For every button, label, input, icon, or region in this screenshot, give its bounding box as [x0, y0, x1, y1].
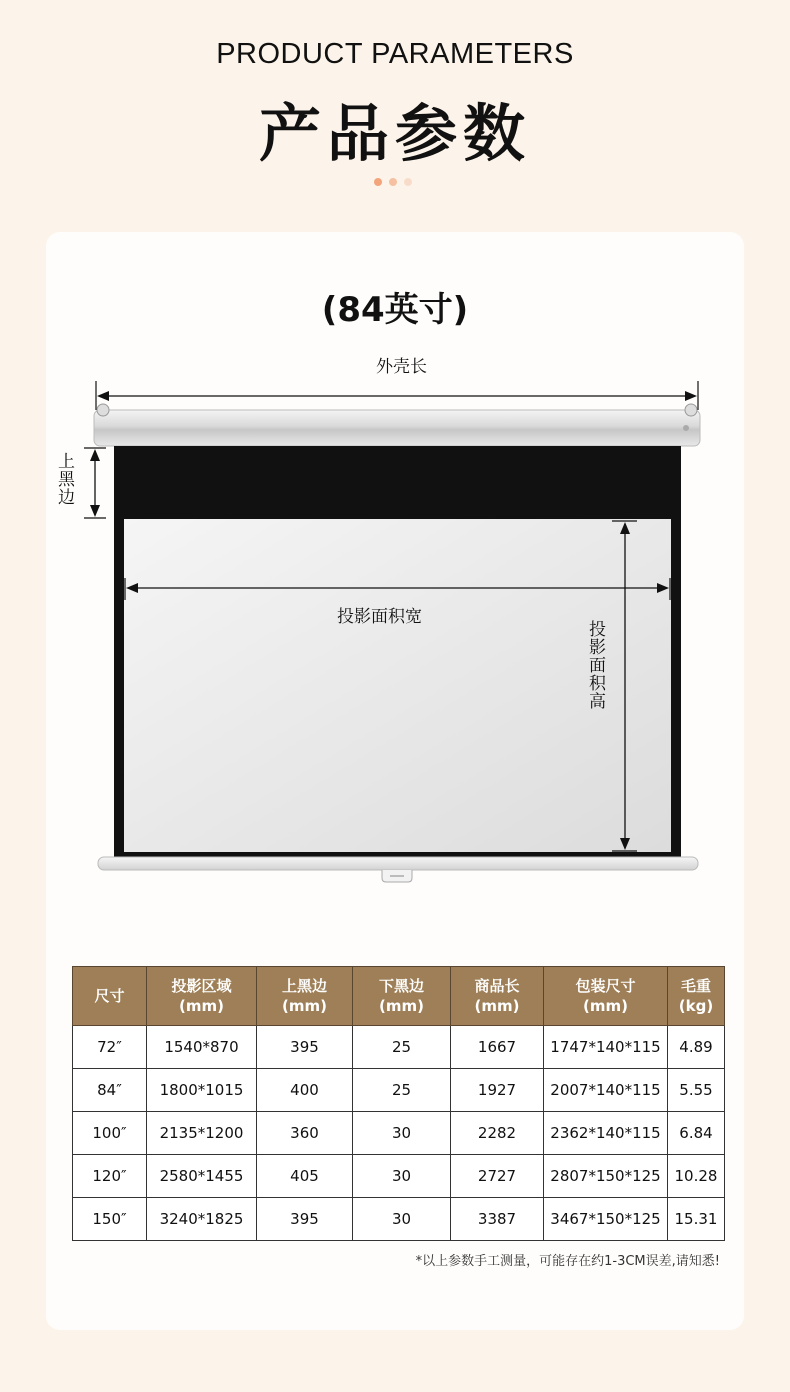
- cell-package-size: 2007*140*115: [544, 1069, 668, 1112]
- cell-projection-area: 2580*1455: [147, 1155, 257, 1198]
- spec-table: [72, 966, 725, 1241]
- table-row: [73, 1198, 725, 1241]
- cell-package-size: 2807*150*125: [544, 1155, 668, 1198]
- header-size: 尺寸: [73, 967, 147, 1026]
- table-header-row: [73, 967, 725, 1026]
- header-product-length: 商品长 (mm): [451, 967, 544, 1026]
- cell-size: 120″: [73, 1155, 147, 1198]
- cell-gross-weight: 10.28: [668, 1155, 725, 1198]
- cell-size: 150″: [73, 1198, 147, 1241]
- cell-product-length: 2282: [451, 1112, 544, 1155]
- bottom-bar: [98, 857, 698, 882]
- size-title: (84英寸): [321, 290, 469, 330]
- cell-top-border: 400: [257, 1069, 353, 1112]
- cell-package-size: 1747*140*115: [544, 1026, 668, 1069]
- cell-package-size: 2362*140*115: [544, 1112, 668, 1155]
- page-title-en: PRODUCT PARAMETERS: [216, 38, 574, 70]
- table-row: [73, 1155, 725, 1198]
- cell-gross-weight: 5.55: [668, 1069, 725, 1112]
- cell-size: 72″: [73, 1026, 147, 1069]
- cell-gross-weight: 6.84: [668, 1112, 725, 1155]
- cell-top-border: 360: [257, 1112, 353, 1155]
- cell-projection-area: 1800*1015: [147, 1069, 257, 1112]
- cell-gross-weight: 15.31: [668, 1198, 725, 1241]
- cell-size: 84″: [73, 1069, 147, 1112]
- header-gross-weight: 毛重 (kg): [668, 967, 725, 1026]
- cell-package-size: 3467*150*125: [544, 1198, 668, 1241]
- table-row: [73, 1112, 725, 1155]
- projection-height-label: 投影面积高: [585, 620, 605, 710]
- cell-bottom-border: 30: [353, 1198, 451, 1241]
- cell-top-border: 395: [257, 1026, 353, 1069]
- cell-top-border: 395: [257, 1198, 353, 1241]
- header-projection-area: 投影区域 (mm): [147, 967, 257, 1026]
- projection-width-label: 投影面积宽: [337, 607, 422, 627]
- cell-bottom-border: 25: [353, 1069, 451, 1112]
- top-black-border-label: 上黑边: [54, 452, 74, 506]
- table-row: [73, 1069, 725, 1112]
- cell-product-length: 3387: [451, 1198, 544, 1241]
- cell-product-length: 1667: [451, 1026, 544, 1069]
- top-border-dimension: [84, 448, 106, 518]
- measurement-note: *以上参数手工测量，可能存在约1-3CM误差,请知悉!: [415, 1254, 720, 1269]
- cell-projection-area: 1540*870: [147, 1026, 257, 1069]
- cell-gross-weight: 4.89: [668, 1026, 725, 1069]
- cell-bottom-border: 30: [353, 1155, 451, 1198]
- shell-length-dimension: [96, 381, 698, 410]
- cell-product-length: 2727: [451, 1155, 544, 1198]
- cell-bottom-border: 30: [353, 1112, 451, 1155]
- header-package-size: 包装尺寸 (mm): [544, 967, 668, 1026]
- screen-casing: [94, 404, 700, 446]
- header-bottom-border: 下黑边 (mm): [353, 967, 451, 1026]
- cell-projection-area: 2135*1200: [147, 1112, 257, 1155]
- shell-length-label: 外壳长: [376, 357, 427, 377]
- cell-bottom-border: 25: [353, 1026, 451, 1069]
- cell-size: 100″: [73, 1112, 147, 1155]
- table-row: [73, 1026, 725, 1069]
- cell-projection-area: 3240*1825: [147, 1198, 257, 1241]
- header-top-border: 上黑边 (mm): [257, 967, 353, 1026]
- page-title-cn: 产品参数: [258, 97, 531, 170]
- cell-product-length: 1927: [451, 1069, 544, 1112]
- cell-top-border: 405: [257, 1155, 353, 1198]
